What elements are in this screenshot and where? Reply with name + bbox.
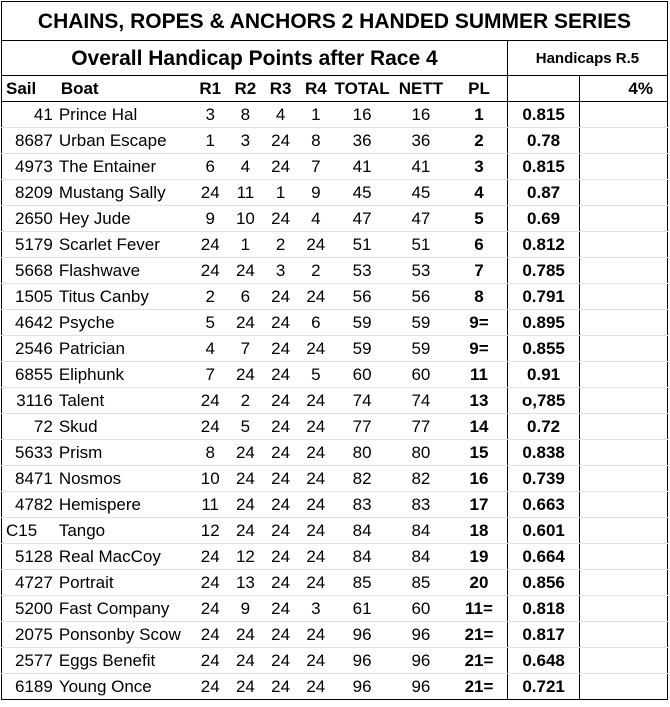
placing: 11 [451,362,507,388]
race-1-points: 24 [193,414,228,440]
blank-cell [580,362,668,388]
race-3-points: 24 [263,492,298,518]
race-1-points: 24 [193,544,228,570]
race-1-points: 24 [193,648,228,674]
nett-points: 59 [391,336,451,362]
race-3-points: 2 [263,232,298,258]
placing: 16 [451,466,507,492]
race-3-points: 24 [263,362,298,388]
handicap-value: 0.838 [507,440,579,466]
nett-points: 47 [391,206,451,232]
handicap-value: 0.663 [507,492,579,518]
blank-cell [580,154,668,180]
boat-name: Urban Escape [57,128,193,154]
nett-points: 60 [391,362,451,388]
placing: 3 [451,154,507,180]
blank-cell [580,102,668,128]
race-3-points: 24 [263,388,298,414]
blank-cell [580,310,668,336]
handicap-value: 0.855 [507,336,579,362]
table-row [2,388,668,414]
blank-cell [580,388,668,414]
total-points: 96 [333,674,390,700]
sail-number: 41 [2,102,57,128]
table-row [2,518,668,544]
race-2-points: 6 [228,284,263,310]
total-points: 96 [333,622,390,648]
race-1-points: 7 [193,362,228,388]
sail-number: 4727 [2,570,57,596]
blank-cell [580,180,668,206]
race-2-points: 1 [228,232,263,258]
race-1-points: 3 [193,102,228,128]
table-row [2,362,668,388]
placing: 9= [451,310,507,336]
boat-name: Prince Hal [57,102,193,128]
race-1-points: 24 [193,596,228,622]
placing: 13 [451,388,507,414]
race-3-points: 24 [263,310,298,336]
nett-points: 16 [391,102,451,128]
race-2-points: 5 [228,414,263,440]
race-2-points: 2 [228,388,263,414]
race-2-points: 10 [228,206,263,232]
boat-name: Scarlet Fever [57,232,193,258]
race-4-points: 6 [298,310,333,336]
total-points: 53 [333,258,390,284]
race-4-points: 4 [298,206,333,232]
boat-name: Flashwave [57,258,193,284]
placing: 9= [451,336,507,362]
boat-name: Young Once [57,674,193,700]
race-1-points: 12 [193,518,228,544]
nett-points: 51 [391,232,451,258]
race-2-points: 3 [228,128,263,154]
race-1-points: 24 [193,674,228,700]
race-1-points: 1 [193,128,228,154]
race-1-points: 9 [193,206,228,232]
race-4-points: 24 [298,414,333,440]
table-row [2,284,668,310]
race-2-points: 24 [228,466,263,492]
race-1-points: 11 [193,492,228,518]
nett-points: 80 [391,440,451,466]
table-row [2,622,668,648]
placing: 21= [451,648,507,674]
race-4-points: 7 [298,154,333,180]
total-points: 51 [333,232,390,258]
placing: 11= [451,596,507,622]
race-4-points: 9 [298,180,333,206]
sail-number: 5179 [2,232,57,258]
table-row [2,258,668,284]
nett-points: 36 [391,128,451,154]
nett-points: 84 [391,544,451,570]
race-2-points: 9 [228,596,263,622]
total-points: 36 [333,128,390,154]
handicap-value: 0.856 [507,570,579,596]
boat-name: Hemispere [57,492,193,518]
race-4-points: 24 [298,440,333,466]
sail-number: 72 [2,414,57,440]
table-row [2,674,668,700]
race-3-points: 24 [263,414,298,440]
total-points: 61 [333,596,390,622]
sail-number: 5128 [2,544,57,570]
handicap-value: 0.817 [507,622,579,648]
race-1-points: 24 [193,232,228,258]
results-sheet [1,1,669,705]
race-3-points: 24 [263,674,298,700]
race-3-points: 3 [263,258,298,284]
race-4-points: 24 [298,336,333,362]
standings-subtitle: Overall Handicap Points after Race 4 [2,41,508,76]
nett-points: 60 [391,596,451,622]
boat-name: Hey Jude [57,206,193,232]
total-points: 84 [333,518,390,544]
placing: 15 [451,440,507,466]
placing: 18 [451,518,507,544]
blank-cell [580,466,668,492]
total-points: 77 [333,414,390,440]
handicap-value: 0.72 [507,414,579,440]
table-row [2,180,668,206]
boat-name: Ponsonby Scow [57,622,193,648]
race-4-points: 2 [298,258,333,284]
blank-cell [580,648,668,674]
placing: 19 [451,544,507,570]
race-4-points: 24 [298,284,333,310]
blank-cell [580,570,668,596]
race-3-points: 24 [263,570,298,596]
table-row [2,336,668,362]
race-3-points: 24 [263,622,298,648]
race-3-points: 24 [263,596,298,622]
race-2-points: 24 [228,518,263,544]
placing: 17 [451,492,507,518]
blank-cell [580,440,668,466]
race-2-points: 12 [228,544,263,570]
handicap-value: 0.785 [507,258,579,284]
blank-cell [580,232,668,258]
table-row [2,466,668,492]
table-row [2,206,668,232]
race-2-points: 24 [228,258,263,284]
header-total: TOTAL [333,76,390,102]
race-1-points: 24 [193,180,228,206]
handicap-value: 0.818 [507,596,579,622]
total-points: 45 [333,180,390,206]
total-points: 60 [333,362,390,388]
total-points: 85 [333,570,390,596]
race-3-points: 24 [263,466,298,492]
sail-number: 8209 [2,180,57,206]
boat-name: Portrait [57,570,193,596]
placing: 1 [451,102,507,128]
handicap-value: 0.91 [507,362,579,388]
race-4-points: 24 [298,388,333,414]
boat-name: Eggs Benefit [57,648,193,674]
race-2-points: 24 [228,310,263,336]
title-row [2,2,668,41]
total-points: 83 [333,492,390,518]
results-table-body [2,2,668,700]
blank-cell [580,596,668,622]
table-row [2,414,668,440]
boat-name: Eliphunk [57,362,193,388]
race-4-points: 24 [298,622,333,648]
blank-cell [580,284,668,310]
total-points: 59 [333,336,390,362]
nett-points: 59 [391,310,451,336]
placing: 14 [451,414,507,440]
race-3-points: 24 [263,154,298,180]
race-1-points: 24 [193,570,228,596]
race-2-points: 24 [228,440,263,466]
race-2-points: 8 [228,102,263,128]
sail-number: 4973 [2,154,57,180]
race-3-points: 24 [263,336,298,362]
total-points: 96 [333,648,390,674]
race-4-points: 5 [298,362,333,388]
blank-cell [580,674,668,700]
boat-name: Nosmos [57,466,193,492]
race-3-points: 24 [263,284,298,310]
nett-points: 83 [391,492,451,518]
handicap-value: 0.791 [507,284,579,310]
boat-name: Skud [57,414,193,440]
sail-number: 6855 [2,362,57,388]
handicap-value: o,785 [507,388,579,414]
series-title: CHAINS, ROPES & ANCHORS 2 HANDED SUMMER SERIES [2,2,668,41]
race-1-points: 5 [193,310,228,336]
handicap-value: 0.895 [507,310,579,336]
header-pl: PL [451,76,507,102]
race-1-points: 6 [193,154,228,180]
race-4-points: 24 [298,492,333,518]
nett-points: 77 [391,414,451,440]
race-3-points: 1 [263,180,298,206]
nett-points: 96 [391,622,451,648]
boat-name: Tango [57,518,193,544]
sail-number: 2577 [2,648,57,674]
placing: 2 [451,128,507,154]
race-4-points: 24 [298,232,333,258]
handicap-value: 0.648 [507,648,579,674]
blank-cell [580,258,668,284]
race-2-points: 24 [228,492,263,518]
blank-cell [580,544,668,570]
race-1-points: 4 [193,336,228,362]
race-3-points: 24 [263,518,298,544]
subtitle-row [2,41,668,76]
total-points: 47 [333,206,390,232]
placing: 21= [451,622,507,648]
sail-number: 6189 [2,674,57,700]
handicap-value: 0.815 [507,154,579,180]
table-row [2,310,668,336]
race-3-points: 24 [263,128,298,154]
race-2-points: 24 [228,674,263,700]
sail-number: 8687 [2,128,57,154]
nett-points: 74 [391,388,451,414]
race-4-points: 24 [298,570,333,596]
handicap-value: 0.664 [507,544,579,570]
blank-cell [580,128,668,154]
handicap-value: 0.78 [507,128,579,154]
header-sail: Sail [2,76,57,102]
blank-cell [580,206,668,232]
race-4-points: 24 [298,674,333,700]
nett-points: 82 [391,466,451,492]
table-row [2,570,668,596]
sail-number: 4642 [2,310,57,336]
total-points: 84 [333,544,390,570]
blank-cell [580,518,668,544]
column-header-row [2,76,668,102]
race-1-points: 8 [193,440,228,466]
sail-number: 2546 [2,336,57,362]
race-4-points: 24 [298,648,333,674]
header-handicap-blank [507,76,579,102]
sail-number: 2075 [2,622,57,648]
race-1-points: 24 [193,388,228,414]
header-r3: R3 [263,76,298,102]
race-2-points: 11 [228,180,263,206]
handicap-column-title: Handicaps R.5 [507,41,667,76]
nett-points: 85 [391,570,451,596]
boat-name: Prism [57,440,193,466]
table-row [2,648,668,674]
table-row [2,154,668,180]
boat-name: Patrician [57,336,193,362]
race-1-points: 2 [193,284,228,310]
header-boat: Boat [57,76,193,102]
sail-number: 8471 [2,466,57,492]
boat-name: Titus Canby [57,284,193,310]
race-4-points: 24 [298,518,333,544]
race-1-points: 24 [193,258,228,284]
sail-number: 4782 [2,492,57,518]
nett-points: 41 [391,154,451,180]
race-3-points: 24 [263,440,298,466]
total-points: 80 [333,440,390,466]
placing: 21= [451,674,507,700]
boat-name: Mustang Sally [57,180,193,206]
sail-number: 5633 [2,440,57,466]
handicap-value: 0.87 [507,180,579,206]
table-row [2,232,668,258]
nett-points: 84 [391,518,451,544]
handicap-value: 0.815 [507,102,579,128]
race-2-points: 24 [228,362,263,388]
race-4-points: 24 [298,544,333,570]
results-table [1,1,668,700]
race-1-points: 10 [193,466,228,492]
sail-number: 5200 [2,596,57,622]
sail-number: 3116 [2,388,57,414]
race-1-points: 24 [193,622,228,648]
total-points: 41 [333,154,390,180]
race-2-points: 24 [228,648,263,674]
placing: 20 [451,570,507,596]
nett-points: 56 [391,284,451,310]
nett-points: 96 [391,674,451,700]
boat-name: Psyche [57,310,193,336]
race-3-points: 24 [263,544,298,570]
handicap-value: 0.812 [507,232,579,258]
header-r4: R4 [298,76,333,102]
handicap-value: 0.739 [507,466,579,492]
boat-name: Real MacCoy [57,544,193,570]
table-row [2,492,668,518]
total-points: 59 [333,310,390,336]
header-nett: NETT [391,76,451,102]
race-4-points: 1 [298,102,333,128]
table-row [2,128,668,154]
placing: 6 [451,232,507,258]
boat-name: The Entainer [57,154,193,180]
race-4-points: 3 [298,596,333,622]
blank-cell [580,336,668,362]
handicap-value: 0.721 [507,674,579,700]
sail-number: 2650 [2,206,57,232]
table-row [2,544,668,570]
race-3-points: 24 [263,648,298,674]
blank-cell [580,492,668,518]
race-4-points: 8 [298,128,333,154]
total-points: 56 [333,284,390,310]
boat-name: Talent [57,388,193,414]
placing: 5 [451,206,507,232]
total-points: 82 [333,466,390,492]
handicap-percent: 4% [580,76,668,102]
nett-points: 96 [391,648,451,674]
table-row [2,596,668,622]
table-row [2,102,668,128]
sail-number: 5668 [2,258,57,284]
race-3-points: 24 [263,206,298,232]
sail-number: 1505 [2,284,57,310]
race-2-points: 13 [228,570,263,596]
boat-name: Fast Company [57,596,193,622]
header-r1: R1 [193,76,228,102]
sail-number: C15 [2,518,57,544]
placing: 7 [451,258,507,284]
handicap-value: 0.69 [507,206,579,232]
race-2-points: 4 [228,154,263,180]
blank-cell [580,414,668,440]
race-3-points: 4 [263,102,298,128]
blank-cell [580,622,668,648]
race-2-points: 24 [228,622,263,648]
handicap-value: 0.601 [507,518,579,544]
nett-points: 45 [391,180,451,206]
total-points: 16 [333,102,390,128]
placing: 4 [451,180,507,206]
race-4-points: 24 [298,466,333,492]
nett-points: 53 [391,258,451,284]
placing: 8 [451,284,507,310]
total-points: 74 [333,388,390,414]
table-row [2,440,668,466]
header-r2: R2 [228,76,263,102]
race-2-points: 7 [228,336,263,362]
